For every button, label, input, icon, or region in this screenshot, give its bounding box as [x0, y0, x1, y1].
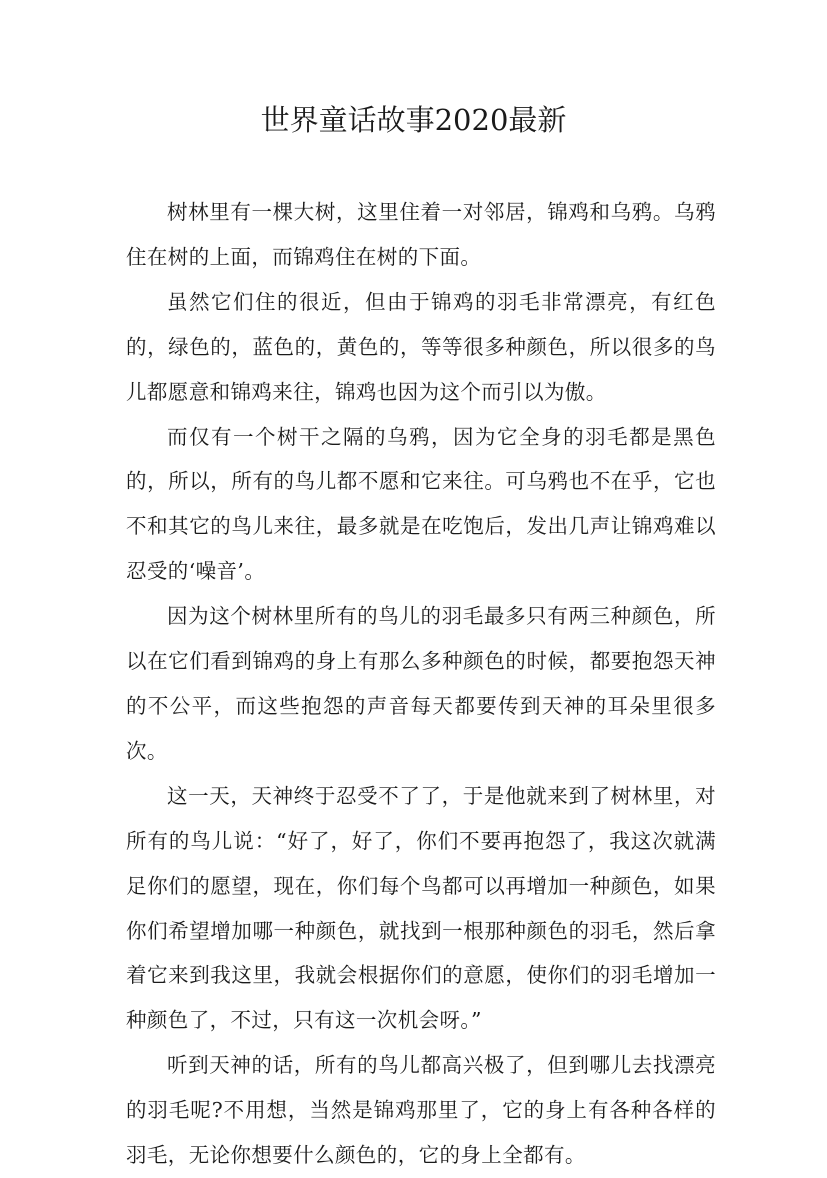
paragraph: 听到天神的话，所有的鸟儿都高兴极了，但到哪儿去找漂亮的羽毛呢?不用想，当然是锦鸡那里了，它的身上有各种各样的羽毛，无论你想要什么颜色的，它的身上全都有。: [126, 1053, 716, 1168]
paragraph: 而仅有一个树干之隔的乌鸦，因为它全身的羽毛都是黑色的，所以，所有的鸟儿都不愿和它来往。可乌鸦也不在乎，它也不和其它的鸟儿来往，最多就是在吃饱后，发出几声让锦鸡难以忍受的‘噪音’。: [126, 424, 716, 584]
paragraph: 树林里有一棵大树，这里住着一对邻居，锦鸡和乌鸦。乌鸦住在树的上面，而锦鸡住在树的下面。: [126, 200, 716, 269]
document-title: 世界童话故事2020最新: [260, 103, 567, 137]
paragraph: 虽然它们住的很近，但由于锦鸡的羽毛非常漂亮，有红色的，绿色的，蓝色的，黄色的，等等很多种颜色，所以很多的鸟儿都愿意和锦鸡来往，锦鸡也因为这个而引以为傲。: [126, 289, 716, 404]
paragraph: 这一天，天神终于忍受不了了，于是他就来到了树林里，对所有的鸟儿说：“好了，好了，你们不要再抱怨了，我这次就满足你们的愿望，现在，你们每个鸟都可以再增加一种颜色，如果你们希望增加哪一种颜色，就找到一根那种颜色的羽毛，然后拿着它来到我这里，我就会根据你们的意愿，使你们的羽毛增加一种颜色了，不过，只有这一次机会呀。”: [126, 783, 716, 1033]
document-body: [126, 190, 716, 1178]
paragraph: 因为这个树林里所有的鸟儿的羽毛最多只有两三种颜色，所以在它们看到锦鸡的身上有那么多种颜色的时候，都要抱怨天神的不公平，而这些抱怨的声音每天都要传到天神的耳朵里很多次。: [126, 604, 716, 763]
